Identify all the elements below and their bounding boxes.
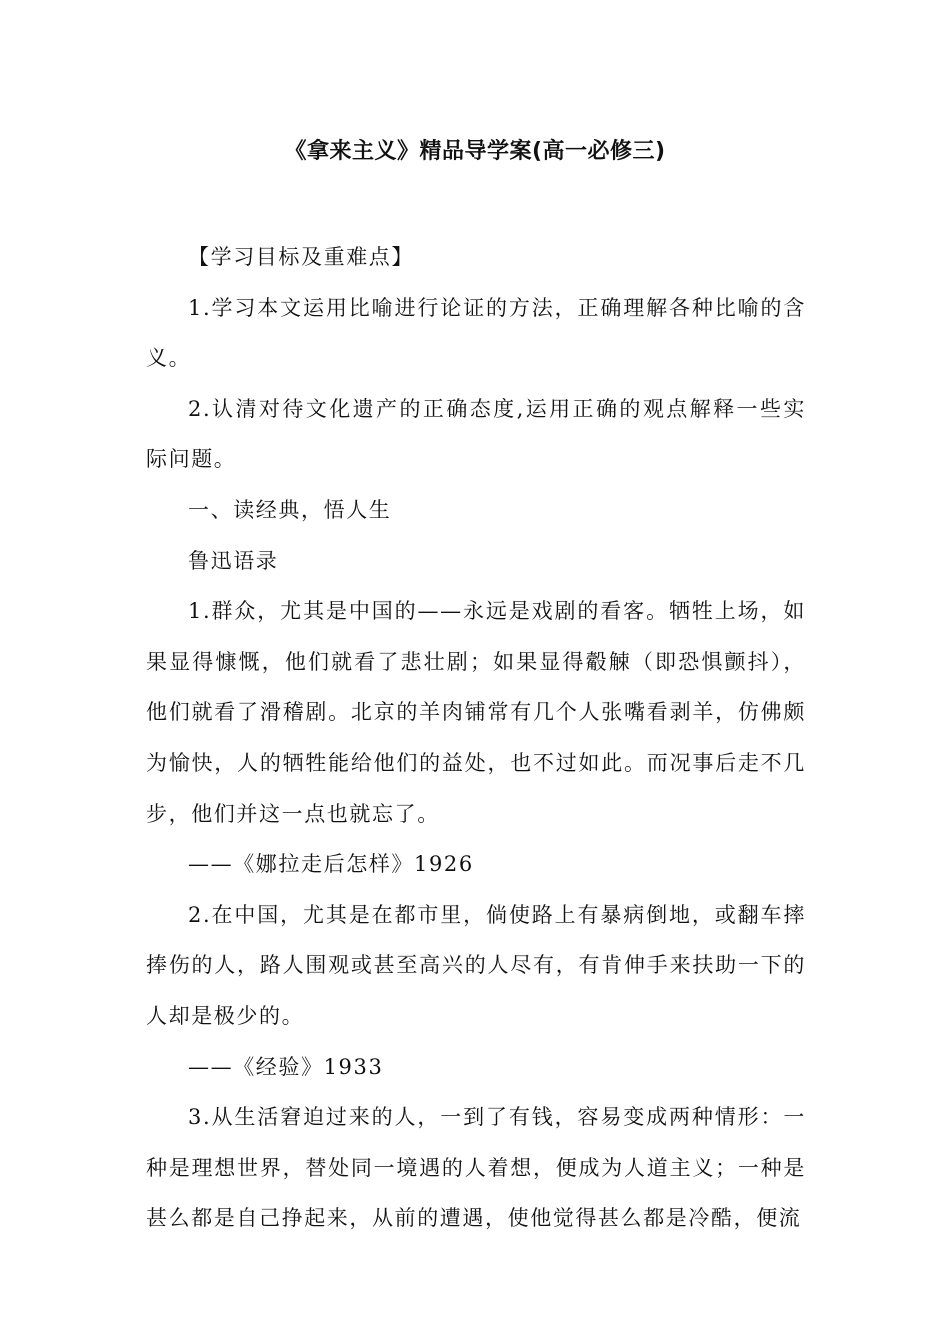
quote-2-source: ——《经验》1933 [188, 1054, 384, 1079]
quote-2: 2.在中国，尤其是在都市里，倘使路上有暴病倒地，或翻车摔捧伤的人，路人围观或甚至高兴的人尽有，有肯伸手来扶助一下的人却是极少的。 [146, 902, 806, 1028]
objective-1: 1.学习本文运用比喻进行论证的方法，正确理解各种比喻的含义。 [146, 295, 806, 371]
document-title: 《拿来主义》精品导学案(高一必修三) [284, 139, 666, 164]
quote-1-source: ——《娜拉走后怎样》1926 [188, 852, 474, 877]
quote-3: 3.从生活窘迫过来的人，一到了有钱，容易变成两种情形：一种是理想世界，替处同一境遇的人着想，便成为人道主义；一种是甚么都是自己挣起来，从前的遭遇，使他觉得甚么都是冷酷，便流 [146, 1105, 806, 1231]
section-heading-classics: 一、读经典，悟人生 [188, 497, 392, 522]
objective-2: 2.认清对待文化遗产的正确态度,运用正确的观点解释一些实际问题。 [146, 396, 806, 472]
section-heading-objectives: 【学习目标及重难点】 [188, 245, 414, 269]
quote-1: 1.群众，尤其是中国的——永远是戏剧的看客。牺牲上场，如果显得慷慨，他们就看了悲壮剧；如果显得觳觫（即恐惧颤抖），他们就看了滑稽剧。北京的羊肉铺常有几个人张嘴看剥羊，仿佛颇为愉快，人的牺牲能给他们的益处，也不过如此。而况事后走不几步，他们并这一点也就忘了。 [146, 599, 806, 826]
subheading-quotes: 鲁迅语录 [188, 548, 279, 573]
document-body [146, 232, 806, 1244]
